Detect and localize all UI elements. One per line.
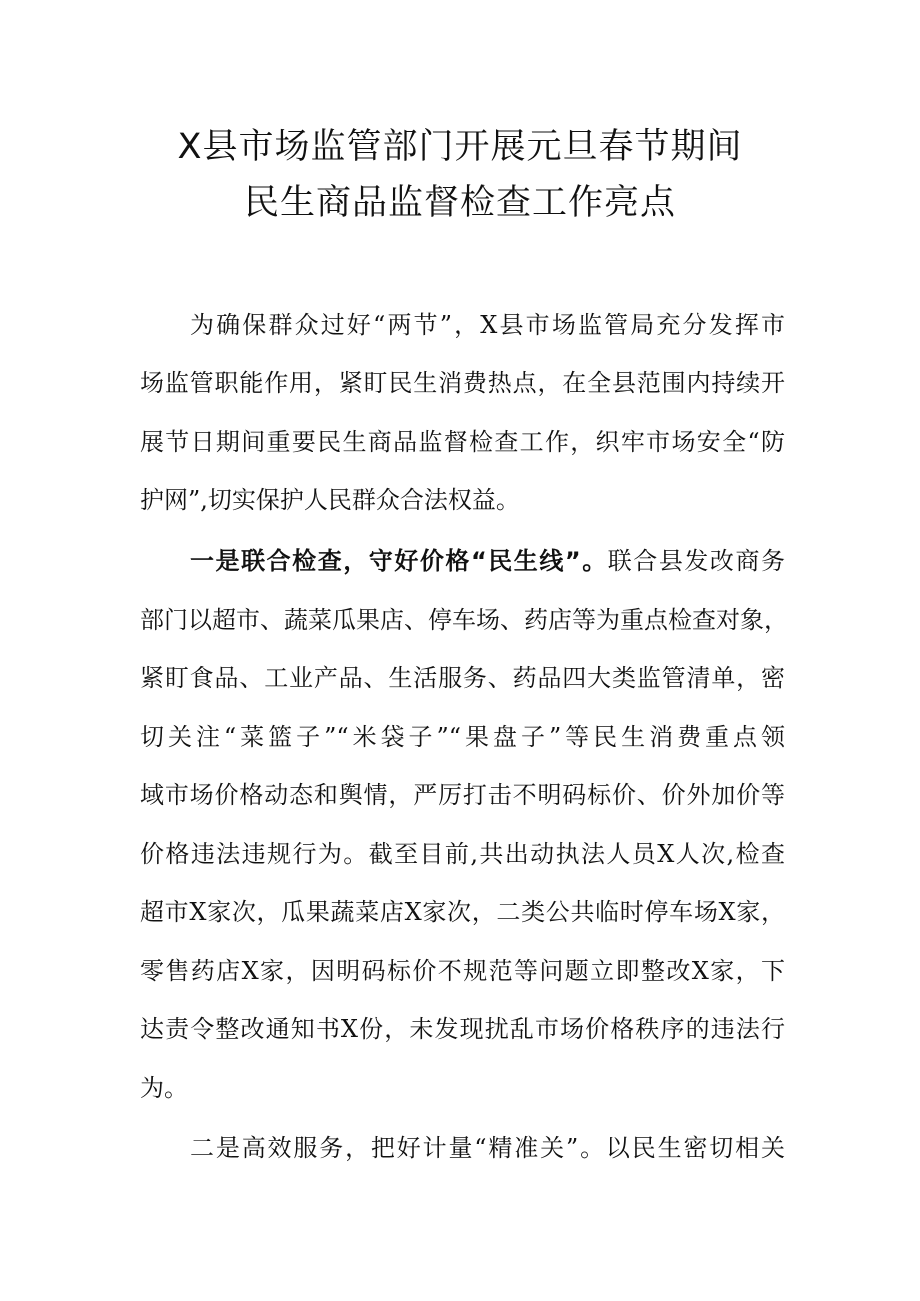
paragraph-2-line: 达责令整改通知书X份，未发现扰乱市场价格秩序的违法行 xyxy=(140,1015,785,1043)
paragraph-2-line: 零售药店X家，因明码标价不规范等问题立即整改X家，下 xyxy=(140,957,785,985)
paragraph-1-line: 展节日期间重要民生商品监督检查工作，织牢市场安全“防 xyxy=(140,428,785,456)
paragraph-2-line: 价格违法违规行为。截至目前,共出动执法人员X人次,检查 xyxy=(140,840,785,868)
paragraph-1-line: 场监管职能作用，紧盯民生消费热点，在全县范围内持续开 xyxy=(140,369,785,397)
paragraph-2-lead-text: 联合县发改商务 xyxy=(607,547,785,575)
paragraph-2-line: 为。 xyxy=(140,1074,188,1102)
paragraph-2-line: 切关注“菜篮子”“米袋子”“果盘子”等民生消费重点领 xyxy=(140,723,785,751)
paragraph-2-line: 超市X家次，瓜果蔬菜店X家次，二类公共临时停车场X家， xyxy=(140,898,785,926)
section-heading-1: 一是联合检查，守好价格“民生线”。 xyxy=(190,547,608,575)
paragraph-3-line: 二是高效服务，把好计量“精准关”。以民生密切相关 xyxy=(190,1134,785,1162)
paragraph-1-line: 护网”,切实保护人民群众合法权益。 xyxy=(140,486,520,514)
paragraph-2-line: 域市场价格动态和舆情，严厉打击不明码标价、价外加价等 xyxy=(140,781,785,809)
document-title-line-1: X县市场监管部门开展元旦春节期间 xyxy=(177,127,743,167)
paragraph-2-line: 部门以超市、蔬菜瓜果店、停车场、药店等为重点检查对象， xyxy=(140,606,788,634)
paragraph-1-line: 为确保群众过好“两节”，X县市场监管局充分发挥市 xyxy=(190,311,785,339)
paragraph-2-line: 紧盯食品、工业产品、生活服务、药品四大类监管清单，密 xyxy=(140,664,785,692)
paragraph-2-first-line xyxy=(190,546,785,576)
document-title-line-2: 民生商品监督检查工作亮点 xyxy=(243,183,676,223)
